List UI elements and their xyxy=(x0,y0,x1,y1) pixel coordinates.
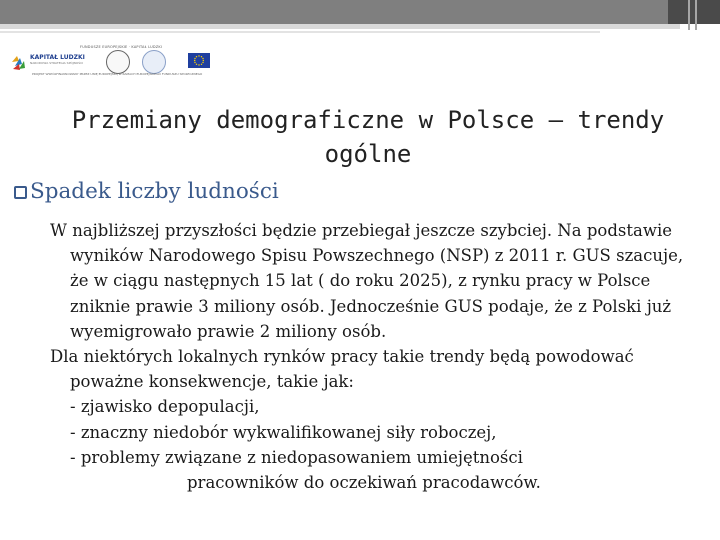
checkbox-bullet-icon xyxy=(14,186,27,199)
top-decorative-bar xyxy=(0,0,720,24)
wup-logo-icon xyxy=(142,50,166,74)
section-heading xyxy=(14,179,279,204)
list-item: - znaczny niedobór wykwalifikowanej siły roboczej, xyxy=(70,422,497,442)
section-heading-text: Spadek liczby ludności xyxy=(30,179,279,204)
divider-line xyxy=(0,24,680,29)
eu-flag-icon xyxy=(188,53,210,68)
vertical-accent xyxy=(688,0,690,30)
slide-title: Przemiany demograficzne w Polsce – trendy ogólne xyxy=(71,106,665,168)
paragraph: Dla niektórych lokalnych rynków pracy takie trendy będą powodować poważne konsekwencje, takie jak: xyxy=(50,347,634,392)
divider-line-thin xyxy=(0,31,600,33)
paragraph: W najbliższej przyszłości będzie przebiegał jeszcze szybciej. Na podstawie wyników Narodowego Spisu Powszechnego (NSP) z 2011 r. GUS szacuje, że w ciągu następnych 15 lat ( do roku 2025), z rynku pracy w Polsce zniknie prawie 3 miliony osób. Jednocześnie GUS podaje, że z Polski już wyemigrowało prawie 2 miliony osób. xyxy=(50,221,684,341)
logo-strip xyxy=(8,40,268,82)
kapital-ludzki-label: KAPITAŁ LUDZKI xyxy=(30,54,85,61)
top-band-dark xyxy=(668,0,720,24)
logo-footer-text: PROJEKT WSPÓŁFINANSOWANY PRZEZ UNIĘ EUROPEJSKĄ W RAMACH EUROPEJSKIEGO FUNDUSZU SPOŁECZNEGO xyxy=(32,72,203,76)
kapital-ludzki-sub: NARODOWA STRATEGIA SPÓJNOŚCI xyxy=(30,61,84,65)
list-item: - problemy związane z niedopasowaniem umiejętności xyxy=(70,447,523,467)
kapital-ludzki-logo-icon xyxy=(10,52,30,72)
list-item: - zjawisko depopulacji, xyxy=(70,397,260,417)
list-item-continuation: pracowników do oczekiwań pracodawców. xyxy=(187,473,541,493)
logo-header-text: FUNDUSZE EUROPEJSKIE · KAPITAŁ LUDZKI xyxy=(80,45,163,49)
consequence-list xyxy=(50,394,705,495)
slide-body xyxy=(50,218,705,495)
emblem-icon xyxy=(106,50,130,74)
top-band xyxy=(0,0,668,24)
vertical-accent xyxy=(695,0,697,30)
